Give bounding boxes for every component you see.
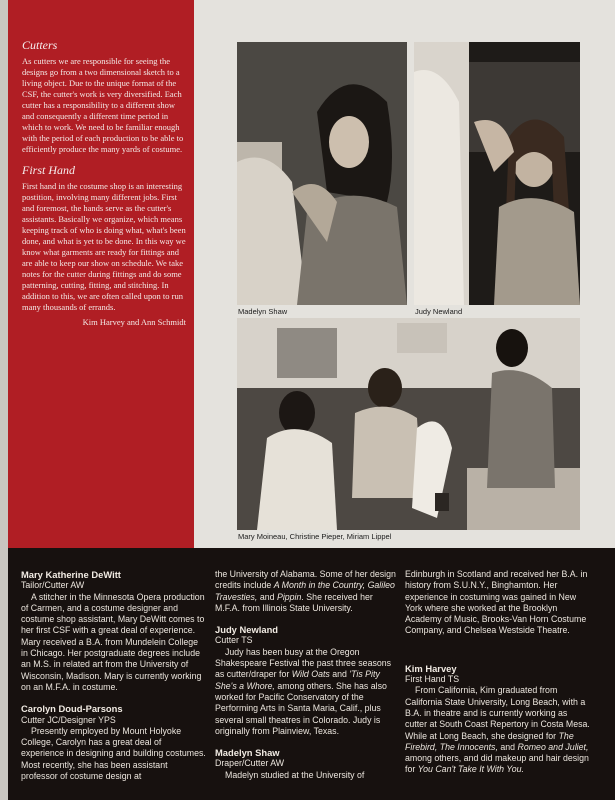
bio-kim-harvey [405, 663, 591, 776]
first-hand-body: First hand in the costume shop is an interesting postition, involving many different jobs. First and foremost, the hands serve as the cutter's assistants. Basically we organize, which means keeping track of who is doing what, what's been done, and what is yet to be done. In this way we know what garments are ready for fittings and are able to keep our show on schedule. We take notes for the cutter during fittings and do some patterning, cutting, fitting, and stitching. In addition to this, we are often called upon to run many thousands of errands. [22, 181, 186, 312]
bio-column-1 [21, 569, 206, 792]
bio-body: Madelyn studied at the University of [225, 769, 365, 780]
red-sidebar [8, 0, 194, 548]
bio-column-2 [215, 569, 399, 791]
bio-madelyn-continued [405, 569, 591, 637]
caption-group: Mary Moineau, Christine Pieper, Miriam Lippel [238, 532, 392, 541]
bio-role: Cutter JC/Designer YPS [21, 714, 116, 725]
credit-title: A Month in the Country, Galileo Travesties, [215, 580, 395, 602]
photo-judy-newland [414, 42, 580, 305]
first-hand-heading: First Hand [22, 163, 76, 177]
bio-name: Mary Katherine DeWitt [21, 569, 121, 580]
bio-carolyn-doud-parsons [21, 703, 206, 782]
bio-body-continued: Edinburgh in Scotland and received her B.A. in history from S.U.N.Y., Binghamton. Her experience in costuming was gained in New York where she worked at the Brooklyn Academy of Music, Brooks-Van Horn Costume Company, and Chelsea Westside Theatre. [405, 569, 588, 636]
conjunction: and [497, 741, 518, 752]
cutters-body: As cutters we are responsible for seeing the designs go from a two dimensional sketch to a living object. Due to the unique format of the CSF, the cutter's work is very diversified. Each cutter has a responsibility to a different show and consequently a different time period in which to work. We need to be familiar enough with the period of each production to be able to efficiently produce the many yards of costume. [22, 56, 184, 154]
bio-body-continued: the University of Alabama. Some of her design credits include [215, 569, 396, 591]
credit-title: Romeo and Juliet, [517, 741, 589, 752]
bio-name: Carolyn Doud-Parsons [21, 703, 123, 715]
bio-body-mid: among others, and did makeup and hair design for [405, 753, 589, 775]
credit-title: 'Tis Pity She's a Whore, [215, 669, 380, 691]
page-binding-edge [0, 0, 8, 800]
bio-madelyn-shaw [215, 747, 399, 781]
bio-carolyn-continued [215, 569, 399, 614]
bio-body: Judy has been busy at the Oregon Shakespeare Festival the past three seasons as cutter/draper for [215, 646, 392, 680]
caption-judy-newland: Judy Newland [415, 307, 463, 316]
credit-title: You Can't Take It With You. [417, 764, 524, 775]
conjunction: and [257, 591, 277, 602]
bio-name: Kim Harvey [405, 662, 457, 674]
bio-judy-newland [215, 624, 399, 737]
credit-title: Wild Oats [291, 669, 330, 680]
credit-title: Pippin [276, 591, 302, 602]
credit-title: The Firebird, The Innocents, [405, 730, 574, 752]
photo-group-shop [237, 318, 580, 530]
bio-name: Madelyn Shaw [215, 747, 280, 759]
bio-column-3 [405, 569, 591, 786]
sidebar-credit: Kim Harvey and Ann Schmidt [82, 317, 186, 327]
sidebar-text [22, 40, 186, 328]
bio-body-end: . She received her M.F.A. from Illinois State University. [215, 591, 373, 613]
bio-body: From California, Kim graduated from California State University, Long Beach, with a B.A. in theatre and is currently working as cutter at South Coast Repertory in Costa Mesa. While at Long Beach, she designed for [405, 685, 590, 741]
bio-role: Tailor/Cutter AW [21, 580, 85, 591]
bio-role: Draper/Cutter AW [215, 758, 285, 769]
conjunction: and [329, 669, 350, 680]
bio-name: Judy Newland [215, 624, 279, 636]
photo-madelyn-shaw [237, 42, 407, 305]
bio-body-end: among others. She has also worked for Pacific Conservatory of the Performing Arts in Santa Maria, Calif., plus several small theatres in Colorado. Judy is originally from Plainview, Texas. [215, 680, 387, 736]
bio-mary-dewitt [21, 569, 206, 693]
bio-body: Presently employed by Mount Holyoke College, Carolyn has a great deal of experience in designing and building costumes. Most recently, she has been assistant professor of costume design at [21, 725, 206, 782]
bio-body: A stitcher in the Minnesota Opera production of Carmen, and a costume designer and costume shop assistant, Mary DeWitt comes to her first CSF with a great deal of experience. Mary received a B.A. from Mundelein College in Chicago. Her postgraduate degrees include an M.S. in related art from the University of Wisconsin, Madison. Mary is currently working on an M.F.A. in costume. [21, 591, 205, 692]
bio-role: First Hand TS [405, 674, 460, 685]
caption-madelyn-shaw: Madelyn Shaw [238, 307, 288, 316]
bio-role: Cutter TS [215, 635, 253, 646]
cutters-heading: Cutters [22, 38, 58, 52]
